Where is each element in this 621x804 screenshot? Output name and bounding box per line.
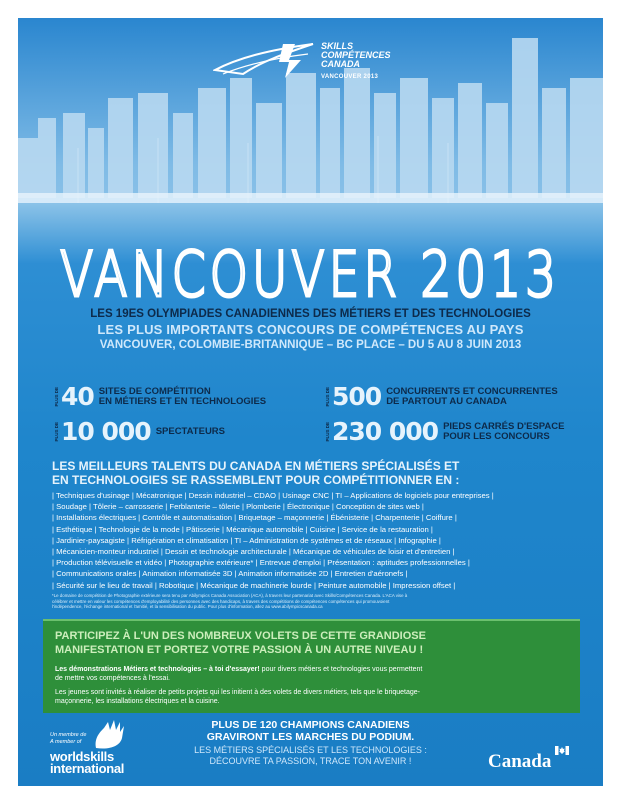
stat-square-feet bbox=[325, 419, 564, 444]
trades-line: | Installations électriques | Contrôle et automatisation | Briquetage – maçonnerie | Ébénisterie | Charpenterie | Coiffure | bbox=[52, 513, 457, 523]
stat-competitors bbox=[325, 384, 558, 409]
stat-label-2: EN MÉTIERS ET EN TECHNOLOGIES bbox=[98, 395, 267, 407]
trades-line: | Esthétique | Technologie de la mode | Pâtisserie | Mécanique automobile | Cuisine | Service de la restauration | bbox=[52, 524, 433, 534]
worldskills-logo bbox=[50, 718, 160, 778]
demos-rest: pour divers métiers et technologies vous permettent bbox=[259, 666, 423, 673]
stat-label-2: DE PARTOUT AU CANADA bbox=[386, 395, 507, 407]
canada-wordmark: Canada bbox=[488, 751, 552, 772]
logo-line-3: CANADA bbox=[321, 59, 360, 69]
worldskills-hand-icon bbox=[90, 718, 130, 752]
trades-line: | Production télévisuelle et vidéo | Photographie extérieure* | Entrevue d'emploi | Présentation : aptitudes professionnelles | bbox=[52, 558, 470, 568]
stat-number: 230 000 bbox=[332, 417, 439, 446]
stat-spectators bbox=[54, 419, 225, 444]
trades-line: | Soudage | Tôlerie – carrosserie | Ferblanterie – tôlerie | Plomberie | Électronique | Conception de sites web | bbox=[52, 502, 424, 512]
demos-bold: Les démonstrations Métiers et technologies – à toi d'essayer! bbox=[55, 666, 260, 673]
trades-line: | Techniques d'usinage | Mécatronique | Dessin industriel – CDAO | Usinage CNC | TI – Applications de logiciels pour entreprises | bbox=[52, 491, 494, 500]
champions-text bbox=[168, 719, 453, 743]
logo-line-2: COMPÉTENCES bbox=[321, 50, 391, 60]
member-en: A member of bbox=[50, 739, 82, 745]
participate-paragraph-1 bbox=[55, 665, 570, 683]
main-title bbox=[18, 240, 603, 310]
stat-label-1: CONCURRENTS ET CONCURRENTES bbox=[386, 385, 558, 397]
stat-label-2: POUR LES CONCOURS bbox=[443, 430, 550, 442]
canada-flag-icon bbox=[555, 746, 569, 755]
stat-label-1: PIEDS CARRÉS D'ESPACE bbox=[443, 420, 565, 432]
youth-line-2: maçonnerie, les installations électriques et la cuisine. bbox=[55, 698, 220, 705]
youth-line-1: Les jeunes sont invités à réaliser de petits projets qui les initient à des volets de divers métiers, tels que le briquetage- bbox=[55, 689, 420, 696]
stat-number: 10 000 bbox=[61, 417, 151, 446]
talents-heading-line-1: LES MEILLEURS TALENTS DU CANADA EN MÉTIERS SPÉCIALISÉS ET bbox=[52, 459, 460, 473]
member-fr: Un membre de bbox=[50, 732, 87, 738]
demos-line-2: de mettre vos compétences à l'essai. bbox=[55, 675, 170, 682]
skills-canada-logo bbox=[213, 40, 413, 90]
swoosh-icon bbox=[213, 40, 318, 80]
brand-line-1: worldskills bbox=[50, 749, 114, 764]
participate-panel bbox=[43, 619, 580, 713]
stat-prefix: PLUS DE bbox=[54, 421, 59, 442]
main-title-text: VANCOUVER 2013 bbox=[60, 240, 560, 310]
brand-line-2: international bbox=[50, 761, 125, 776]
trades-line: | Communications orales | Animation informatisée 3D | Animation informatisée 2D | Entretien d'aéronefs | bbox=[52, 569, 408, 579]
poster bbox=[18, 18, 603, 786]
footnote-line: célébrer et mettre en valeur les compétences d'employabilité des personnes avec des handicaps, à travers des compétitions de compétences compétences qui promouvoient bbox=[52, 598, 390, 604]
trades-line: | Jardinier-paysagiste | Réfrigération et climatisation | TI – Administration de systèmes et de réseaux | Infographie | bbox=[52, 535, 441, 545]
participate-paragraph-2 bbox=[55, 688, 570, 706]
participate-heading bbox=[55, 629, 570, 657]
talents-heading bbox=[52, 459, 572, 487]
stat-number: 40 bbox=[61, 382, 94, 411]
talents-heading-line-2: EN TECHNOLOGIES SE RASSEMBLENT POUR COMPÉTITIONNER EN : bbox=[52, 473, 460, 487]
subtitle-line-2: LES PLUS IMPORTANTS CONCOURS DE COMPÉTENCES AU PAYS bbox=[97, 322, 524, 337]
tagline-line-1: LES MÉTIERS SPÉCIALISÉS ET LES TECHNOLOGIES : bbox=[194, 745, 427, 755]
logo-city: VANCOUVER 2013 bbox=[321, 74, 379, 80]
tagline-text bbox=[168, 745, 453, 767]
stat-label-1: SPECTATEURS bbox=[155, 425, 226, 437]
subtitle-line-1: LES 19ES OLYMPIADES CANADIENNES DES MÉTIERS ET DES TECHNOLOGIES bbox=[90, 308, 531, 320]
footnote-line: l'indépendence, l'échange international et l'amitié, et la sensibilisation du public. Pour plus d'information, allez au www.abilympicscanada.ca bbox=[52, 604, 323, 609]
stat-competition-sites bbox=[54, 384, 266, 409]
logo-line-1: SKILLS bbox=[321, 41, 354, 51]
stat-prefix: PLUS DE bbox=[325, 386, 330, 407]
subtitle-line-3: VANCOUVER, COLOMBIE-BRITANNIQUE – BC PLACE – DU 5 AU 8 JUIN 2013 bbox=[99, 339, 522, 351]
trades-line: | Sécurité sur le lieu de travail | Robotique | Mécanique de machinerie lourde | Peinture automobile | Impression offset | bbox=[52, 580, 456, 590]
participate-heading-line-1: PARTICIPEZ À L'UN DES NOMBREUX VOLETS DE CETTE GRANDIOSE bbox=[55, 630, 426, 642]
stat-prefix: PLUS DE bbox=[325, 421, 330, 442]
stat-prefix: PLUS DE bbox=[54, 386, 59, 407]
stat-label-1: SITES DE COMPÉTITION bbox=[98, 385, 211, 397]
tagline-line-2: DÉCOUVRE TA PASSION, TRACE TON AVENIR ! bbox=[209, 756, 412, 766]
participate-heading-line-2: MANIFESTATION ET PORTEZ VOTRE PASSION À UN AUTRE NIVEAU ! bbox=[55, 644, 424, 656]
champions-line-2: GRAVIRONT LES MARCHES DU PODIUM. bbox=[206, 731, 415, 743]
footnote-line: *Le domaine de compétition de Photographie extérieure sera tenu par Abilympics Canada Association (ACA), à travers leur partenariat avec Skills/Compétences Canada. L'ACA vise à bbox=[52, 593, 408, 598]
stat-number: 500 bbox=[332, 382, 382, 411]
footnote bbox=[52, 593, 572, 610]
trades-line: | Mécanicien-monteur industriel | Dessin et technologie architecturale | Mécanique de véhicules de loisir et d'entretien | bbox=[52, 547, 455, 557]
trades-list bbox=[52, 490, 572, 591]
champions-line-1: PLUS DE 120 CHAMPIONS CANADIENS bbox=[211, 719, 410, 731]
